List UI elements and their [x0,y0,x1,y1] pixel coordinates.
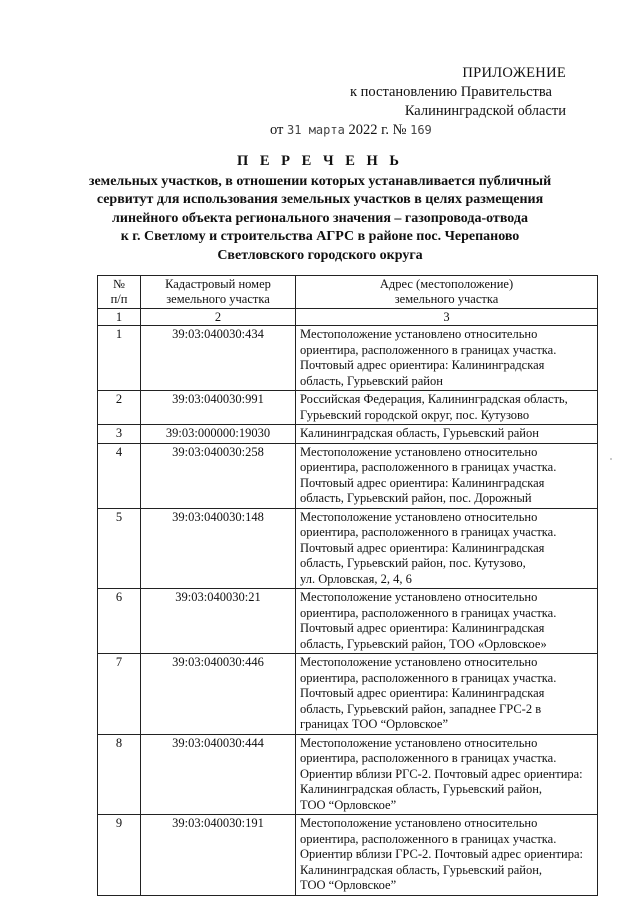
plot-address [296,734,598,815]
heading-line: к г. Светлому и строительства АГРС в районе пос. Черепаново [120,229,520,244]
scan-speck [610,458,612,460]
header-address-line: Адрес (местоположение) [379,277,514,291]
address-line: ориентира, расположенного в границах участка. [300,342,557,357]
row-number: 6 [98,589,141,654]
address-line: ТОО “Орловское” [300,797,397,812]
address-line: Почтовый адрес ориентира: Калининградская [300,358,545,372]
address-line: Местоположение установлено относительно [300,816,538,830]
table-row [98,508,598,589]
row-number: 7 [98,654,141,735]
header-num [98,276,141,309]
cadastral-number: 39:03:000000:19030 [141,425,296,444]
date-handwritten: 31 марта [287,123,345,137]
address-line: Ориентир вблизи ГРС-2. Почтовый адрес ориентира: [300,847,583,861]
address-line: границах ТОО “Орловское” [300,717,449,731]
appendix-region-line: Калининградской области [404,103,566,119]
date-prefix: от [270,122,284,138]
land-plots-table [97,275,598,896]
heading-line: земельных участков, в отношении которых устанавливается публичный [88,173,552,189]
row-number: 1 [98,326,141,391]
plot-address [296,425,598,444]
address-line: Почтовый адрес ориентира: Калининградская [300,686,545,700]
date-year: 2022 г. № [348,122,407,138]
address-line: ориентира, расположенного в границах участка. [300,670,557,685]
header-num-line: № [113,277,125,291]
header-address [296,276,598,309]
address-line: Гурьевский городской округ, пос. Кутузово [300,407,530,422]
address-line: ориентира, расположенного в границах участка. [300,460,557,474]
table-row [98,443,598,508]
heading-line: Светловского городского округа [217,247,423,263]
plot-address [296,443,598,508]
decree-number: 169 [410,123,432,137]
cadastral-number: 39:03:040030:434 [141,326,296,391]
row-number: 8 [98,734,141,815]
table-row [98,654,598,735]
cadastral-number: 39:03:040030:191 [141,815,296,896]
address-line: Калининградская область, Гурьевский район, [300,862,543,877]
address-line: Местоположение установлено относительно [300,655,538,669]
row-number: 3 [98,425,141,444]
address-line: Почтовый адрес ориентира: Калининградская [300,621,545,635]
column-index: 3 [296,309,598,326]
plot-address [296,815,598,896]
address-line: область, Гурьевский район, пос. Кутузово, [300,556,526,570]
cadastral-number: 39:03:040030:258 [141,443,296,508]
address-line: область, Гурьевский район, пос. Дорожный [300,491,532,505]
cadastral-number: 39:03:040030:444 [141,734,296,815]
row-number: 9 [98,815,141,896]
address-line: область, Гурьевский район [300,373,443,388]
table-row [98,425,598,444]
address-line: ориентира, расположенного в границах участка. [300,605,557,620]
document-title: П Е Р Е Ч Е Н Ь [236,153,404,169]
header-num-line: п/п [110,292,128,306]
appendix-decree-line: к постановлению Правительства [350,84,552,100]
table-row [98,391,598,425]
header-address-line: земельного участка [394,292,499,306]
plot-address [296,654,598,735]
header-cadastral [141,276,296,309]
column-index-row [98,309,598,326]
address-line: ул. Орловская, 2, 4, 6 [300,571,412,586]
plot-address [296,391,598,425]
address-line: область, Гурьевский район, западнее ГРС-2 в [300,701,542,716]
address-line: Ориентир вблизи РГС-2. Почтовый адрес ориентира: [300,766,583,781]
address-line: Местоположение установлено относительно [300,327,538,341]
address-line: ориентира, расположенного в границах участка. [300,751,557,765]
address-line: Калининградская область, Гурьевский район [300,426,539,440]
address-line: Калининградская область, Гурьевский район, [300,782,543,796]
address-line: Местоположение установлено относительно [300,735,538,750]
table-row [98,589,598,654]
appendix-date-line [270,121,566,140]
address-line: область, Гурьевский район, ТОО «Орловское» [300,636,547,651]
column-index: 1 [98,309,141,326]
address-line: ТОО “Орловское” [300,878,397,892]
table-row [98,734,598,815]
address-line: Почтовый адрес ориентира: Калининградская [300,475,545,490]
table-row [98,815,598,896]
address-line: ориентира, расположенного в границах участка. [300,831,557,846]
heading-line: сервитут для использования земельных участков в целях размещения [96,192,544,207]
address-line: ориентира, расположенного в границах участка. [300,525,557,539]
address-line: Местоположение установлено относительно [300,509,538,524]
cadastral-number: 39:03:040030:148 [141,508,296,589]
address-line: Местоположение установлено относительно [300,444,538,459]
table-row [98,326,598,391]
plot-address [296,326,598,391]
table-header-row [98,276,598,309]
document-heading [60,152,580,265]
row-number: 2 [98,391,141,425]
address-line: Местоположение установлено относительно [300,590,538,604]
header-cadastral-line: Кадастровый номер [165,277,271,291]
row-number: 4 [98,443,141,508]
address-line: Российская Федерация, Калининградская область, [300,392,568,406]
appendix-title: ПРИЛОЖЕНИЕ [462,65,566,81]
row-number: 5 [98,508,141,589]
plot-address [296,589,598,654]
cadastral-number: 39:03:040030:446 [141,654,296,735]
appendix-block [270,64,566,140]
header-cadastral-line: земельного участка [166,292,270,306]
cadastral-number: 39:03:040030:21 [141,589,296,654]
column-index: 2 [141,309,296,326]
cadastral-number: 39:03:040030:991 [141,391,296,425]
plot-address [296,508,598,589]
heading-line: линейного объекта регионального значения – газопровода-отвода [112,210,528,226]
address-line: Почтовый адрес ориентира: Калининградская [300,540,545,555]
